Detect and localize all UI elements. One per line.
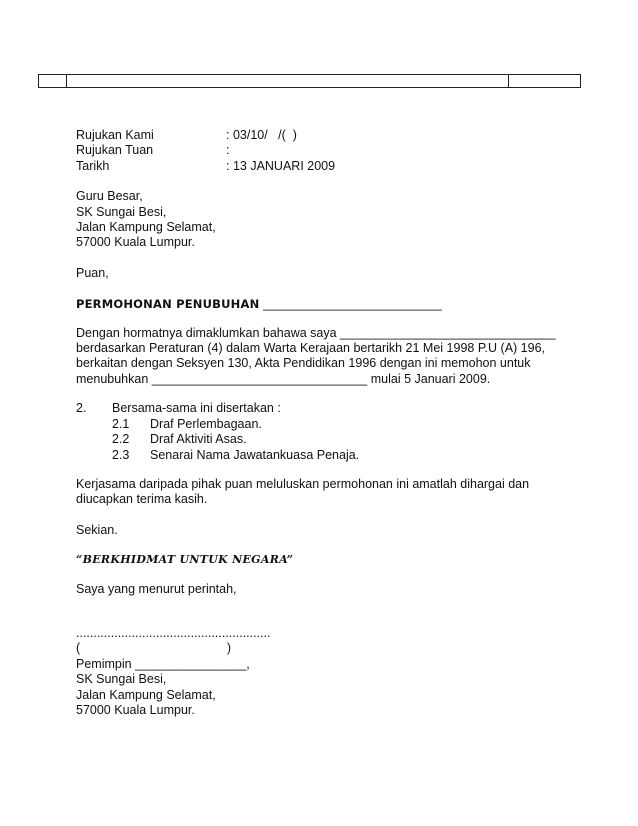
attachment-item (76, 432, 586, 447)
sekian: Sekian. (76, 522, 118, 537)
recipient-address (76, 189, 586, 251)
paragraph-line: berdasarkan Peraturan (4) dalam Warta Kerajaan bertarikh 21 Mei 1998 P.U (A) 196, (76, 341, 545, 356)
bracket-open: ( (76, 641, 81, 656)
reference-block (76, 128, 586, 174)
attachment-text: Draf Perlembagaan. (150, 416, 262, 431)
recipient-line: Guru Besar, (76, 189, 143, 204)
salutation: Puan, (76, 265, 109, 280)
recipient-line: Jalan Kampung Selamat, (76, 220, 216, 235)
meta-value: : 13 JANUARI 2009 (226, 158, 336, 173)
attachment-number: 2.3 (112, 447, 130, 462)
attachments-list (76, 401, 586, 463)
letter-body (76, 128, 586, 718)
header-table (38, 74, 581, 88)
meta-key: Tarikh (76, 158, 110, 173)
paragraph-line: Dengan hormatnya dimaklumkan bahawa saya _______________________________ (76, 325, 556, 340)
paragraph-line: berkaitan dengan Seksyen 130, Akta Pendidikan 1996 dengan ini memohon untuk (76, 356, 531, 371)
list-intro: Bersama-sama ini disertakan : (112, 401, 281, 416)
recipient-line: 57000 Kuala Lumpur. (76, 235, 195, 250)
motto: “BERKHIDMAT UNTUK NEGARA” (76, 553, 294, 567)
attachment-text: Senarai Nama Jawatankuasa Penaja. (150, 447, 360, 462)
signature-title: Pemimpin ________________, (76, 656, 250, 671)
header-table-divider (66, 75, 67, 87)
signature-name-bracket (76, 641, 231, 656)
meta-row-tarikh (76, 159, 586, 174)
attachment-number: 2.2 (112, 432, 130, 447)
signature-dots: ........................................................ (76, 625, 271, 640)
meta-key: Rujukan Tuan (76, 143, 154, 158)
signature-address-line: Jalan Kampung Selamat, (76, 687, 216, 702)
attachment-text: Draf Aktiviti Asas. (150, 432, 247, 447)
paragraph-line: diucapkan terima kasih. (76, 492, 208, 507)
meta-row-rujukan-tuan (76, 143, 586, 158)
subject-line (76, 297, 586, 312)
paragraph-line: menubuhkan _______________________________ mulai 5 Januari 2009. (76, 371, 491, 386)
attachment-number: 2.1 (112, 416, 130, 431)
signature-block (76, 626, 586, 718)
yours-faithfully: Saya yang menurut perintah, (76, 581, 237, 596)
subject-title: PERMOHONAN PENUBUHAN (76, 297, 260, 312)
header-table-divider (508, 75, 509, 87)
meta-value: : (226, 143, 230, 158)
signature-address-line: 57000 Kuala Lumpur. (76, 702, 195, 717)
list-number: 2. (76, 401, 87, 416)
subject-blank: _________________________ (259, 297, 442, 312)
meta-value: : 03/10/ /( ) (226, 128, 297, 142)
signature-address-line: SK Sungai Besi, (76, 672, 167, 687)
closing-paragraph (76, 477, 586, 508)
attachment-item (76, 448, 586, 463)
bracket-close: ) (226, 641, 231, 656)
attachment-item (76, 417, 586, 432)
paragraph-line: Kerjasama daripada pihak puan meluluskan permohonan ini amatlah dihargai dan (76, 476, 530, 491)
meta-key: Rujukan Kami (76, 128, 154, 142)
attachments-intro-row (76, 401, 586, 416)
meta-row-rujukan-kami (76, 128, 586, 143)
body-paragraph (76, 326, 586, 388)
recipient-line: SK Sungai Besi, (76, 204, 167, 219)
